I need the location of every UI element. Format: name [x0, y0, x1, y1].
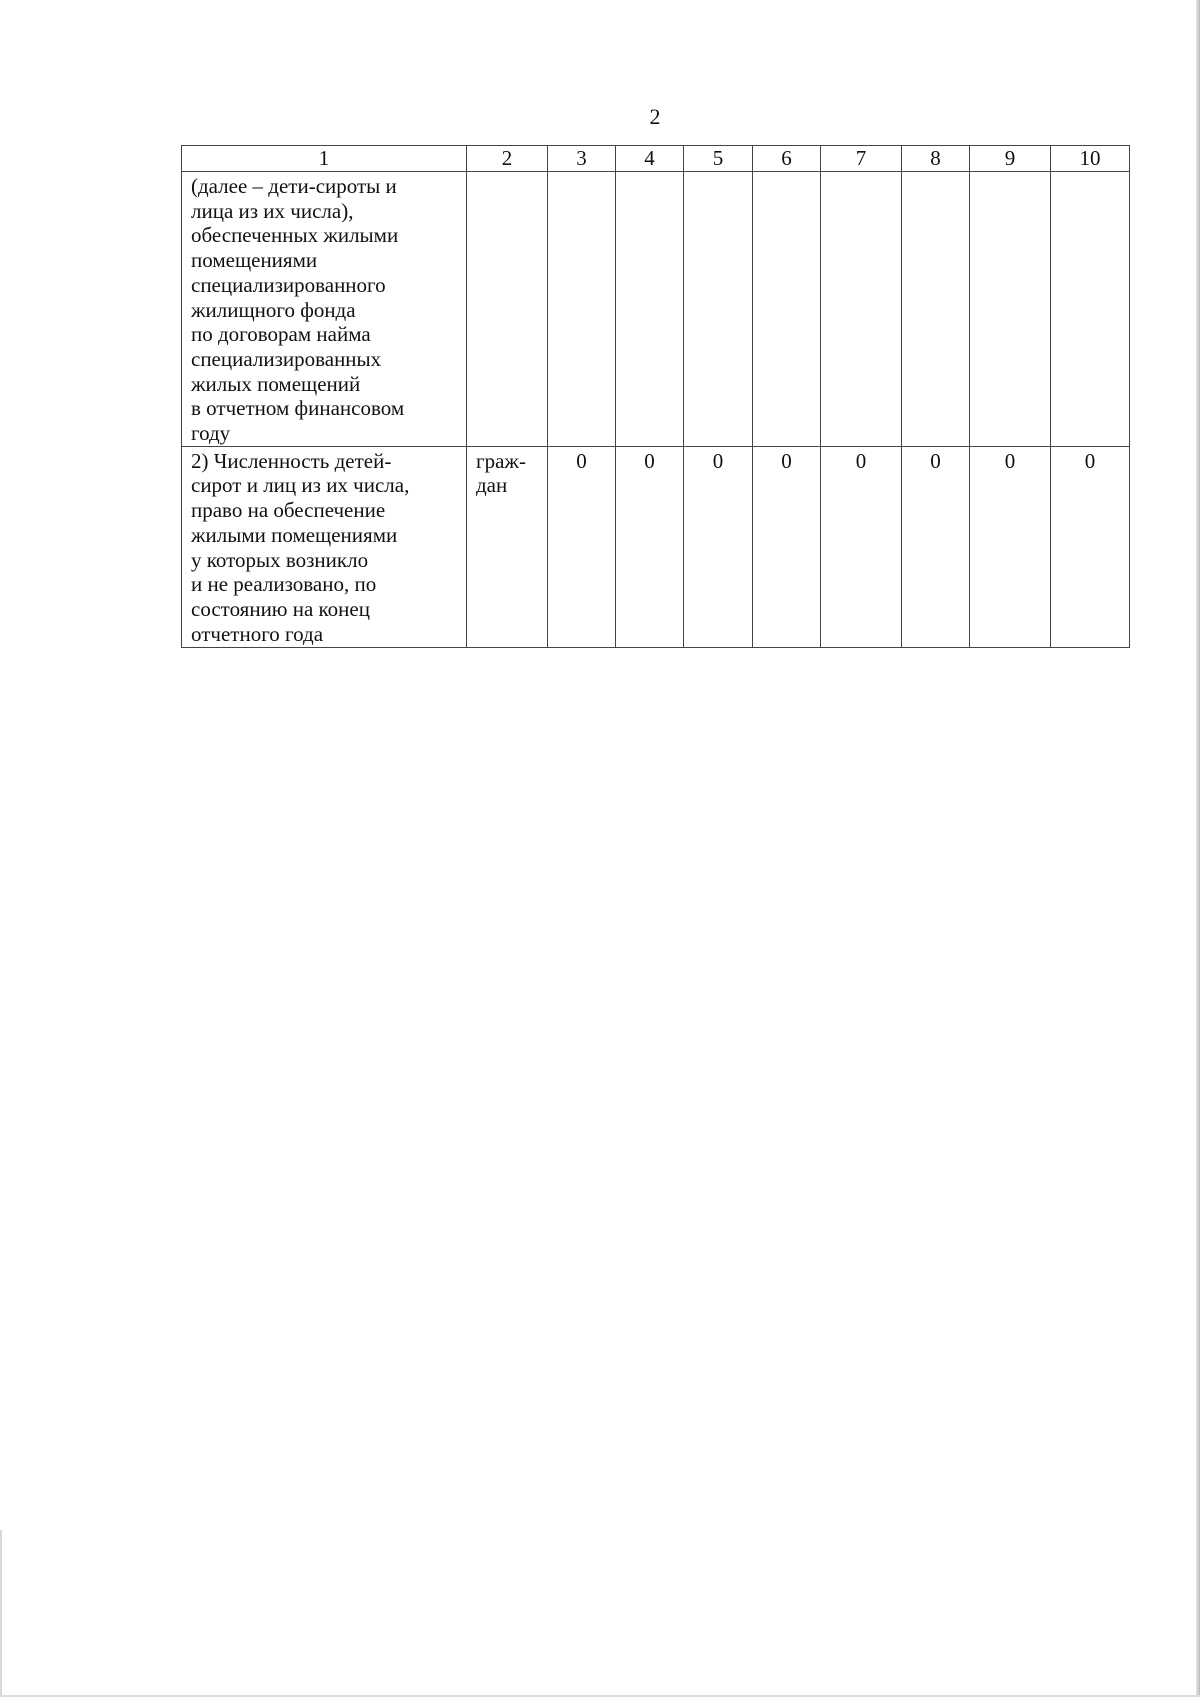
indicator-cell: 2) Численность детей- сирот и лиц из их числа, право на обеспечение жилыми помещениями у которых возникло и не реализовано, по состоянию на конец отчетного года [182, 446, 467, 647]
value-cell: 0 [753, 446, 821, 647]
column-number: 5 [684, 146, 753, 172]
value-cell [753, 172, 821, 447]
column-number: 4 [616, 146, 684, 172]
unit-cell [467, 172, 548, 447]
value-cell: 0 [821, 446, 902, 647]
indicator-cell: (далее – дети-сироты и лица из их числа), обеспеченных жилыми помещениями специализированного жилищного фонда по договорам найма специализированных жилых помещений в отчетном финансовом году [182, 172, 467, 447]
column-number-row [182, 146, 1130, 172]
value-cell [684, 172, 753, 447]
value-cell [548, 172, 616, 447]
column-number: 1 [182, 146, 467, 172]
value-cell: 0 [548, 446, 616, 647]
scan-edge-left [0, 1530, 2, 1697]
scan-edge-right [1196, 0, 1200, 1697]
value-cell: 0 [1051, 446, 1130, 647]
column-number: 2 [467, 146, 548, 172]
page-number: 2 [649, 104, 661, 129]
value-cell: 0 [902, 446, 970, 647]
value-cell: 0 [970, 446, 1051, 647]
column-number: 8 [902, 146, 970, 172]
value-cell [821, 172, 902, 447]
table-row [182, 446, 1130, 647]
unit-cell: граж- дан [467, 446, 548, 647]
column-number: 9 [970, 146, 1051, 172]
value-cell [616, 172, 684, 447]
column-number: 3 [548, 146, 616, 172]
data-table [181, 145, 1130, 648]
value-cell [1051, 172, 1130, 447]
column-number: 10 [1051, 146, 1130, 172]
value-cell: 0 [684, 446, 753, 647]
value-cell: 0 [616, 446, 684, 647]
value-cell [970, 172, 1051, 447]
column-number: 7 [821, 146, 902, 172]
value-cell [902, 172, 970, 447]
table-row [182, 172, 1130, 447]
column-number: 6 [753, 146, 821, 172]
